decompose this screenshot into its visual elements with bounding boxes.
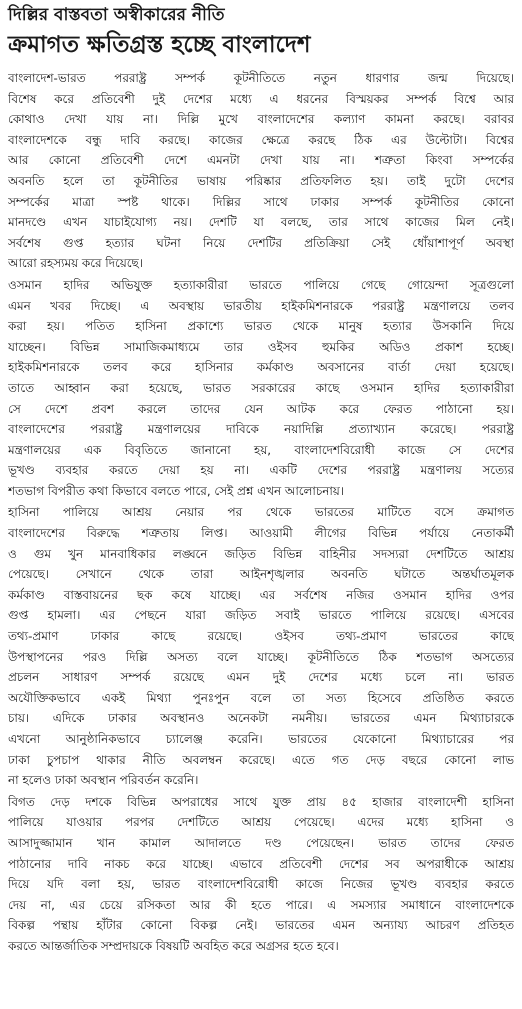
paragraph-line: পালিয়ে যাওয়ার পরপর দেশটিতে আশ্রয় পেয়েছে। এদের মধ্যে হাসিনা ও xyxy=(8,815,514,830)
paragraph-line: শতভাগ বিপরীত কথা কিভাবে বলতে পারে, সেই প্রশ্ন এখন আলোচনায়। xyxy=(8,483,345,498)
paragraph-line: বাংলাদেশকে বন্ধু দাবি করছে। কাজের ক্ষেত্রে করছে ঠিক এর উল্টোটা। বিশ্বের xyxy=(8,132,514,147)
article-paragraph xyxy=(8,502,514,790)
paragraph-line: পাঠানোর দাবি নাকচ করে যাচ্ছে। এভাবে প্রতিবেশী দেশের সব অপরাধীকে আশ্রয় xyxy=(8,856,514,871)
paragraph-line: প্রচলন সাধারণ সম্পর্ক রয়েছে এমন দুই দেশের মধ্যে চলে না। ভারত xyxy=(8,670,514,685)
paragraph-line: সম্পর্কের মাত্রা স্পষ্ট থাকে। দিল্লির সাথে ঢাকার সম্পর্ক কূটনীতির কোনো xyxy=(8,194,514,209)
paragraph-line: দিয়ে যদি বলা হয়, ভারত বাংলাদেশবিরোধী কাজে নিজের ভূখণ্ড ব্যবহার করতে xyxy=(8,877,514,892)
paragraph-line: মানদণ্ডে এখন যাচাইযোগ্য নয়। দেশটি যা বলছে, তার সাথে কাজের মিল নেই। xyxy=(8,215,514,230)
paragraph-line: অযৌক্তিকভাবে একই মিথ্যা পুনঃপুন বলে তা সত্য হিসেবে প্রতিষ্ঠিত করতে xyxy=(8,690,514,705)
paragraph-line: তাতে আহ্বান করা হয়েছে, ভারত সরকারের কাছে ওসমান হাদির হত্যাকারীরা xyxy=(8,380,514,395)
article-paragraph xyxy=(8,275,514,502)
paragraph-line: বাংলাদেশের বিরুদ্ধে শত্রুতায় লিপ্ত। আওয়ামী লীগের বিভিন্ন পর্যায়ে নেতাকর্মী xyxy=(8,526,514,541)
paragraph-line: চায়। এদিকে ঢাকার অবস্থানও অনেকটা নমনীয়। ভারতের এমন মিথ্যাচারকে xyxy=(8,711,514,726)
article-body xyxy=(8,68,514,957)
paragraph-line: গুপ্ত হামলা। এর পেছনে যারা জড়িত সবাই ভারতে পালিয়ে রয়েছে। এসবের xyxy=(8,608,514,623)
paragraph-line: কোথাও দেখা যায় না। দিল্লি মুখে বাংলাদেশের কল্যাণ কামনা করছে। বরাবর xyxy=(8,112,514,127)
paragraph-line: বাংলাদেশের পররাষ্ট্র মন্ত্রণালয়ের দাবিকে নয়াদিল্লি প্রত্যাখ্যান করেছে। পররাষ্ট্র xyxy=(8,422,514,437)
paragraph-line: সে দেশে প্রবশ করলে তাদের যেন আটক করে ফেরত পাঠানো হয়। xyxy=(8,401,514,416)
paragraph-line: না হলেও ঢাকা অবস্থান পরিবর্তন করেনি। xyxy=(8,773,199,788)
paragraph-line: করা হয়। পতিত হাসিনা প্রকাশ্যে ভারত থেকে মানুষ হত্যার উসকানি দিয়ে xyxy=(8,319,514,334)
paragraph-line: বাংলাদেশ-ভারত পররাষ্ট্র সম্পর্ক কূটনীতিতে নতুন ধারণার জন্ম দিয়েছে। xyxy=(8,71,514,85)
paragraph-line: ও গুম খুন মানবাধিকার লঙ্ঘনে জড়িত বিভিন্ন বাহিনীর সদস্যরা দেশটিতে আশ্রয় xyxy=(8,546,514,561)
paragraph-line: অবনতি হলে তা কূটনীতির ভাষায় পরিষ্কার প্রতিফলিত হয়। তাই দুটো দেশের xyxy=(8,173,514,188)
paragraph-line: হাসিনা পালিয়ে আশ্রয় নেয়ার পর থেকে ভারতের মাটিতে বসে ক্রমাগত xyxy=(8,505,514,520)
paragraph-line: আর কোনো প্রতিবেশী দেশে এমনটা দেখা যায় না। শত্রুতা কিংবা সম্পর্কের xyxy=(8,153,514,168)
paragraph-line: ঢাকা চুপচাপ থাকার নীতি অবলম্বন করেছে। এতে গত দেড় বছরে কোনো লাভ xyxy=(8,752,514,767)
paragraph-line: করতে আন্তর্জাতিক সম্প্রদায়কে বিষয়টি অবহিত করে অগ্রসর হতে হবে। xyxy=(8,938,339,953)
paragraph-line: বিশেষ করে প্রতিবেশী দুই দেশের মধ্যে এ ধরনের বিস্ময়কর সম্পর্ক বিশ্বে আর xyxy=(8,91,514,106)
article-headline: ক্রমাগত ক্ষতিগ্রস্ত হচ্ছে বাংলাদেশ xyxy=(8,32,311,58)
paragraph-line: দেয় না, এর চেয়ে রসিকতা আর কী হতে পারে। এ সমস্যার সমাধানে বাংলাদেশকে xyxy=(8,897,514,912)
paragraph-line: আসাদুজ্জামান খান কামাল আদালতে দণ্ড পেয়েছেন। ভারত তাদের ফেরত xyxy=(8,835,514,850)
paragraph-line: বিগত দেড় দশকে বিভিন্ন অপরাধের সাথে যুক্ত প্রায় ৪৫ হাজার বাংলাদেশী হাসিনা xyxy=(8,794,514,809)
paragraph-line: যাচ্ছেন। বিভিন্ন সামাজিকমাধ্যমে তার ওইসব হুমকির অডিও প্রকাশ হচ্ছে। xyxy=(8,339,514,354)
paragraph-line: বিকল্প পন্থায় হাঁটার কোনো বিকল্প নেই। ভারতের এমন অন্যায্য আচরণ প্রতিহত xyxy=(8,918,514,933)
paragraph-line: পেয়েছে। সেখানে থেকে তারা আইনশৃঙ্খলার অবনতি ঘটাতে অন্তর্ঘাতমূলক xyxy=(8,567,514,582)
paragraph-line: উপস্থাপনের পরও দিল্লি অসত্য বলে যাচ্ছে। কূটনীতিতে ঠিক শতভাগ অসত্যের xyxy=(8,649,514,664)
paragraph-line: আরো রহস্যময় করে দিয়েছে। xyxy=(8,256,143,271)
article-paragraph xyxy=(8,792,514,957)
paragraph-line: কর্মকাণ্ড বাস্তবায়নের ছক কষে যাচ্ছে। এর সর্বশেষ নজির ওসমান হাদির ওপর xyxy=(8,587,514,602)
paragraph-line: তথ্য-প্রমাণ ঢাকার কাছে রয়েছে। ওইসব তথ্য-প্রমাণ ভারতের কাছে xyxy=(8,629,514,644)
paragraph-line: মন্ত্রণালয়ের এক বিবৃতিতে জানানো হয়, বাংলাদেশবিরোধী কাজে সে দেশের xyxy=(8,442,514,457)
article-paragraph xyxy=(8,68,514,274)
article-kicker: দিল্লির বাস্তবতা অস্বীকারের নীতি xyxy=(8,5,225,25)
paragraph-line: এখনো আনুষ্ঠানিকভাবে চ্যালেঞ্জ করেনি। ভারতের যেকোনো মিথ্যাচারের পর xyxy=(8,732,514,746)
paragraph-line: এমন খবর দিচ্ছে। এ অবস্থায় ভারতীয় হাইকমিশনারকে পররাষ্ট্র মন্ত্রণালয়ে তলব xyxy=(8,298,514,313)
paragraph-line: ভূখণ্ড ব্যবহার করতে দেয়া হয় না। একটি দেশের পররাষ্ট্র মন্ত্রণালয় সত্যের xyxy=(8,463,514,478)
paragraph-line: সর্বশেষ গুপ্ত হত্যার ঘটনা নিয়ে দেশটির প্রতিক্রিয়া সেই ধোঁয়াশাপূর্ণ অবস্থা xyxy=(8,235,514,250)
paragraph-line: হাইকমিশনারকে তলব করে হাসিনার কর্মকাণ্ড অবসানের বার্তা দেয়া হয়েছে। xyxy=(8,360,514,375)
paragraph-line: ওসমান হাদির অভিযুক্ত হত্যাকারীরা ভারতে পালিয়ে গেছে গোয়েন্দা সূত্রগুলো xyxy=(8,277,514,292)
